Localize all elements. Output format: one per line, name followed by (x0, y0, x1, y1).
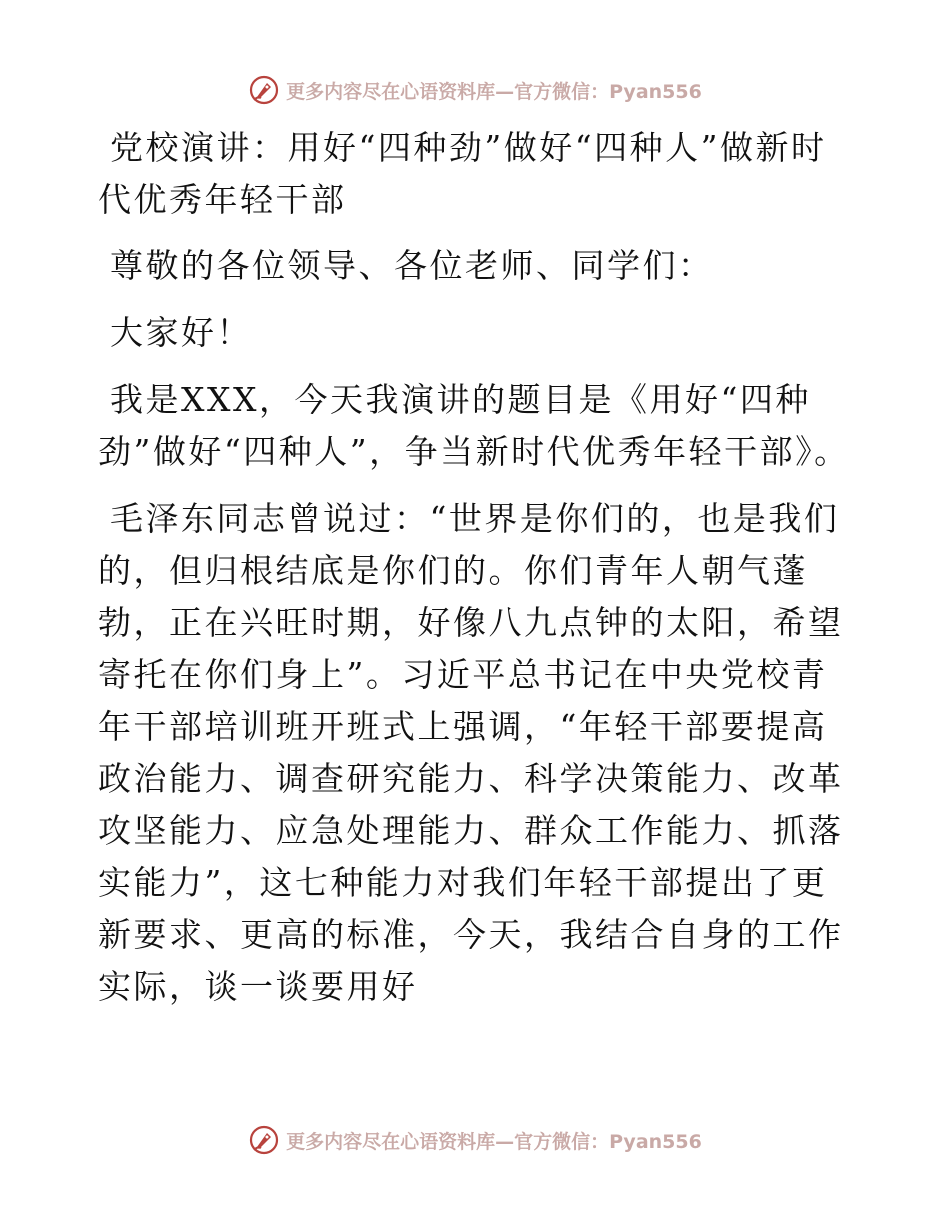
header-watermark (0, 72, 950, 108)
paragraph-quote: 毛泽东同志曾说过：“世界是你们的，也是我们的，但归根结底是你们的。你们青年人朝气蓬勃，正在兴旺时期，好像八九点钟的太阳，希望寄托在你们身上”。习近平总书记在中央党校青年干部培训班开班式上强调，“年轻干部要提高政治能力、调查研究能力、科学决策能力、改革攻坚能力、应急处理能力、群众工作能力、抓落实能力”，这七种能力对我们年轻干部提出了更新要求、更高的标准，今天，我结合自身的工作实际，谈一谈要用好 (98, 499, 844, 1006)
pen-nib-circle-icon (248, 1124, 280, 1156)
paragraph-salutation: 尊敬的各位领导、各位老师、同学们： (110, 246, 714, 285)
paragraph-greeting: 大家好！ (110, 313, 252, 352)
watermark-text: 更多内容尽在心语资料库—官方微信：Pyan556 (286, 80, 702, 103)
document-title: 党校演讲：用好“四种劲”做好“四种人”做新时代优秀年轻干部 (98, 128, 827, 219)
footer-watermark (0, 1122, 950, 1158)
watermark-text: 更多内容尽在心语资料库—官方微信：Pyan556 (286, 1130, 702, 1153)
document-body (98, 122, 858, 1028)
pen-nib-circle-icon (248, 74, 280, 106)
paragraph-introduction: 我是XXX，今天我演讲的题目是《用好“四种劲”做好“四种人”，争当新时代优秀年轻干部》。 (98, 380, 850, 471)
